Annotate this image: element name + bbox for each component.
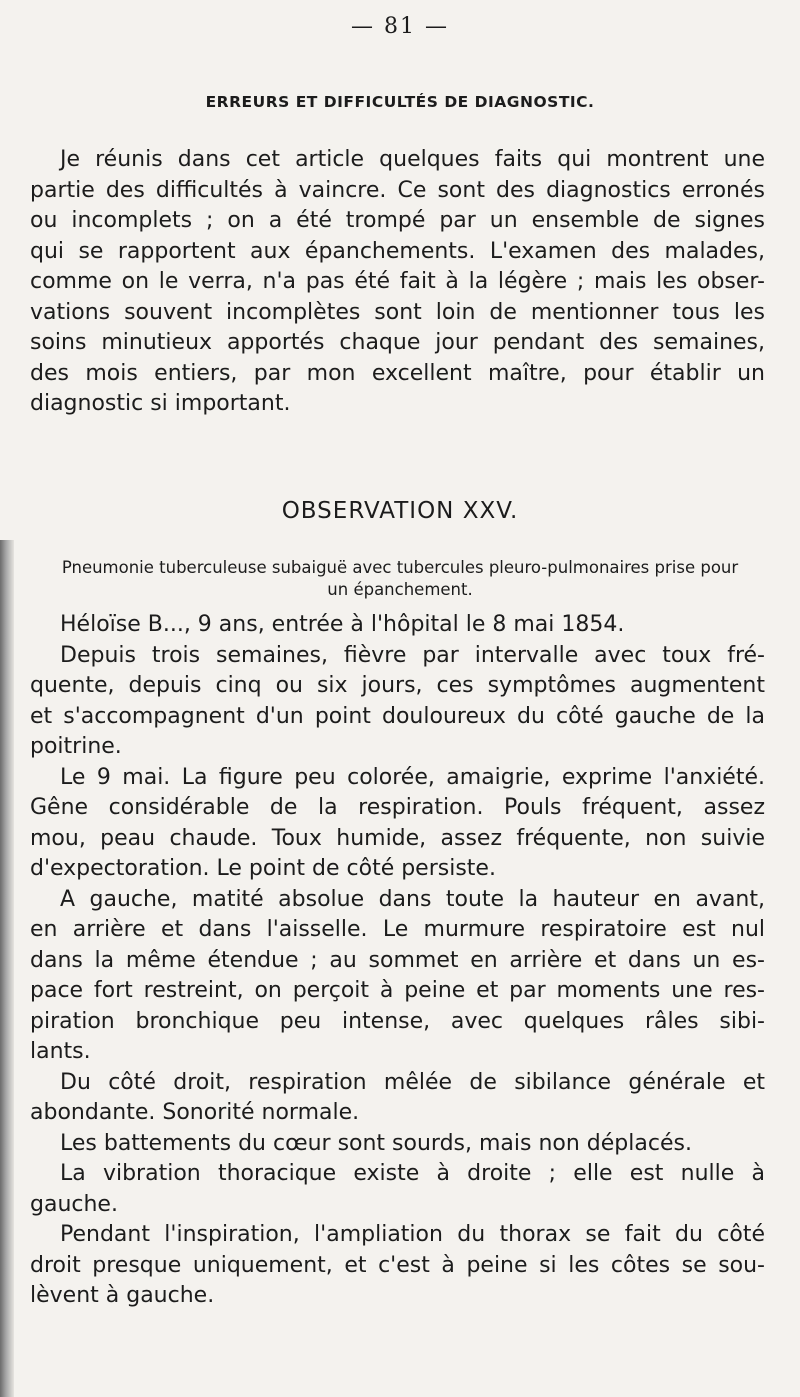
- observation-subtitle-line: Pneumonie tuberculeuse subaiguë avec tubercules pleuro-pulmonaires prise pour: [61, 558, 739, 577]
- case-line: Héloïse B..., 9 ans, entrée à l'hôpital le 8 mai 1854.: [60, 612, 625, 637]
- intro-line: vations souvent incomplètes sont loin de mentionner tous les: [30, 299, 765, 325]
- intro-line: Je réunis dans cet article quelques faits qui montrent une: [60, 147, 765, 172]
- case-line: Gêne considérable de la respiration. Pouls fréquent, assez: [30, 795, 765, 820]
- intro-line: partie des difficultés à vaincre. Ce sont des diagnostics erronés: [30, 177, 765, 203]
- case-line: pace fort restreint, on perçoit à peine et par moments une res-: [30, 978, 765, 1003]
- case-line: quente, depuis cinq ou six jours, ces symptômes augmentent: [30, 673, 765, 698]
- case-line: abondante. Sonorité normale.: [30, 1100, 360, 1125]
- case-line: droit presque uniquement, et c'est à peine si les côtes se sou-: [30, 1252, 765, 1278]
- case-line: Le 9 mai. La figure peu colorée, amaigrie, exprime l'anxiété.: [60, 764, 765, 790]
- case-line: en arrière et dans l'aisselle. Le murmure respiratoire est nul: [30, 917, 765, 942]
- intro-line: ou incomplets ; on a été trompé par un ensemble de signes: [30, 208, 765, 233]
- case-line: Du côté droit, respiration mêlée de sibilance générale et: [60, 1069, 765, 1095]
- case-line: dans la même étendue ; au sommet en arrière et dans un es-: [30, 947, 765, 973]
- observation-subtitle: [30, 557, 770, 601]
- book-spine-shadow: [0, 540, 14, 1397]
- case-report: [30, 610, 765, 1312]
- case-line: La vibration thoracique existe à droite ; elle est nulle à: [60, 1161, 765, 1186]
- case-line: Pendant l'inspiration, l'ampliation du thorax se fait du côté: [60, 1222, 765, 1247]
- intro-line: comme on le verra, n'a pas été fait à la légère ; mais les obser-: [30, 269, 765, 294]
- intro-paragraph: [30, 145, 765, 420]
- case-line: mou, peau chaude. Toux humide, assez fréquente, non suivie: [30, 825, 765, 851]
- case-line: A gauche, matité absolue dans toute la hauteur en avant,: [60, 886, 765, 912]
- case-line: gauche.: [30, 1191, 118, 1217]
- intro-line: qui se rapportent aux épanchements. L'examen des malades,: [30, 238, 765, 264]
- case-line: d'expectoration. Le point de côté persiste.: [30, 856, 496, 881]
- case-line: et s'accompagnent d'un point douloureux du côté gauche de la: [30, 703, 765, 729]
- case-line: Depuis trois semaines, fièvre par intervalle avec toux fré-: [60, 642, 765, 668]
- case-line: lèvent à gauche.: [30, 1283, 215, 1308]
- book-page: [30, 0, 770, 1397]
- intro-line: soins minutieux apportés chaque jour pendant des semaines,: [30, 330, 765, 355]
- observation-title: OBSERVATION XXV.: [281, 498, 519, 524]
- intro-line: diagnostic si important.: [30, 391, 291, 416]
- observation-subtitle-line: un épanchement.: [327, 580, 473, 599]
- page-number: — 81 —: [351, 14, 449, 39]
- case-line: poitrine.: [30, 734, 122, 759]
- case-line: Les battements du cœur sont sourds, mais non déplacés.: [60, 1130, 692, 1156]
- running-head: ERREURS ET DIFFICULTÉS DE DIAGNOSTIC.: [205, 93, 595, 111]
- intro-line: des mois entiers, par mon excellent maître, pour établir un: [30, 360, 765, 386]
- case-line: piration bronchique peu intense, avec quelques râles sibi-: [30, 1008, 765, 1034]
- case-line: lants.: [30, 1039, 91, 1064]
